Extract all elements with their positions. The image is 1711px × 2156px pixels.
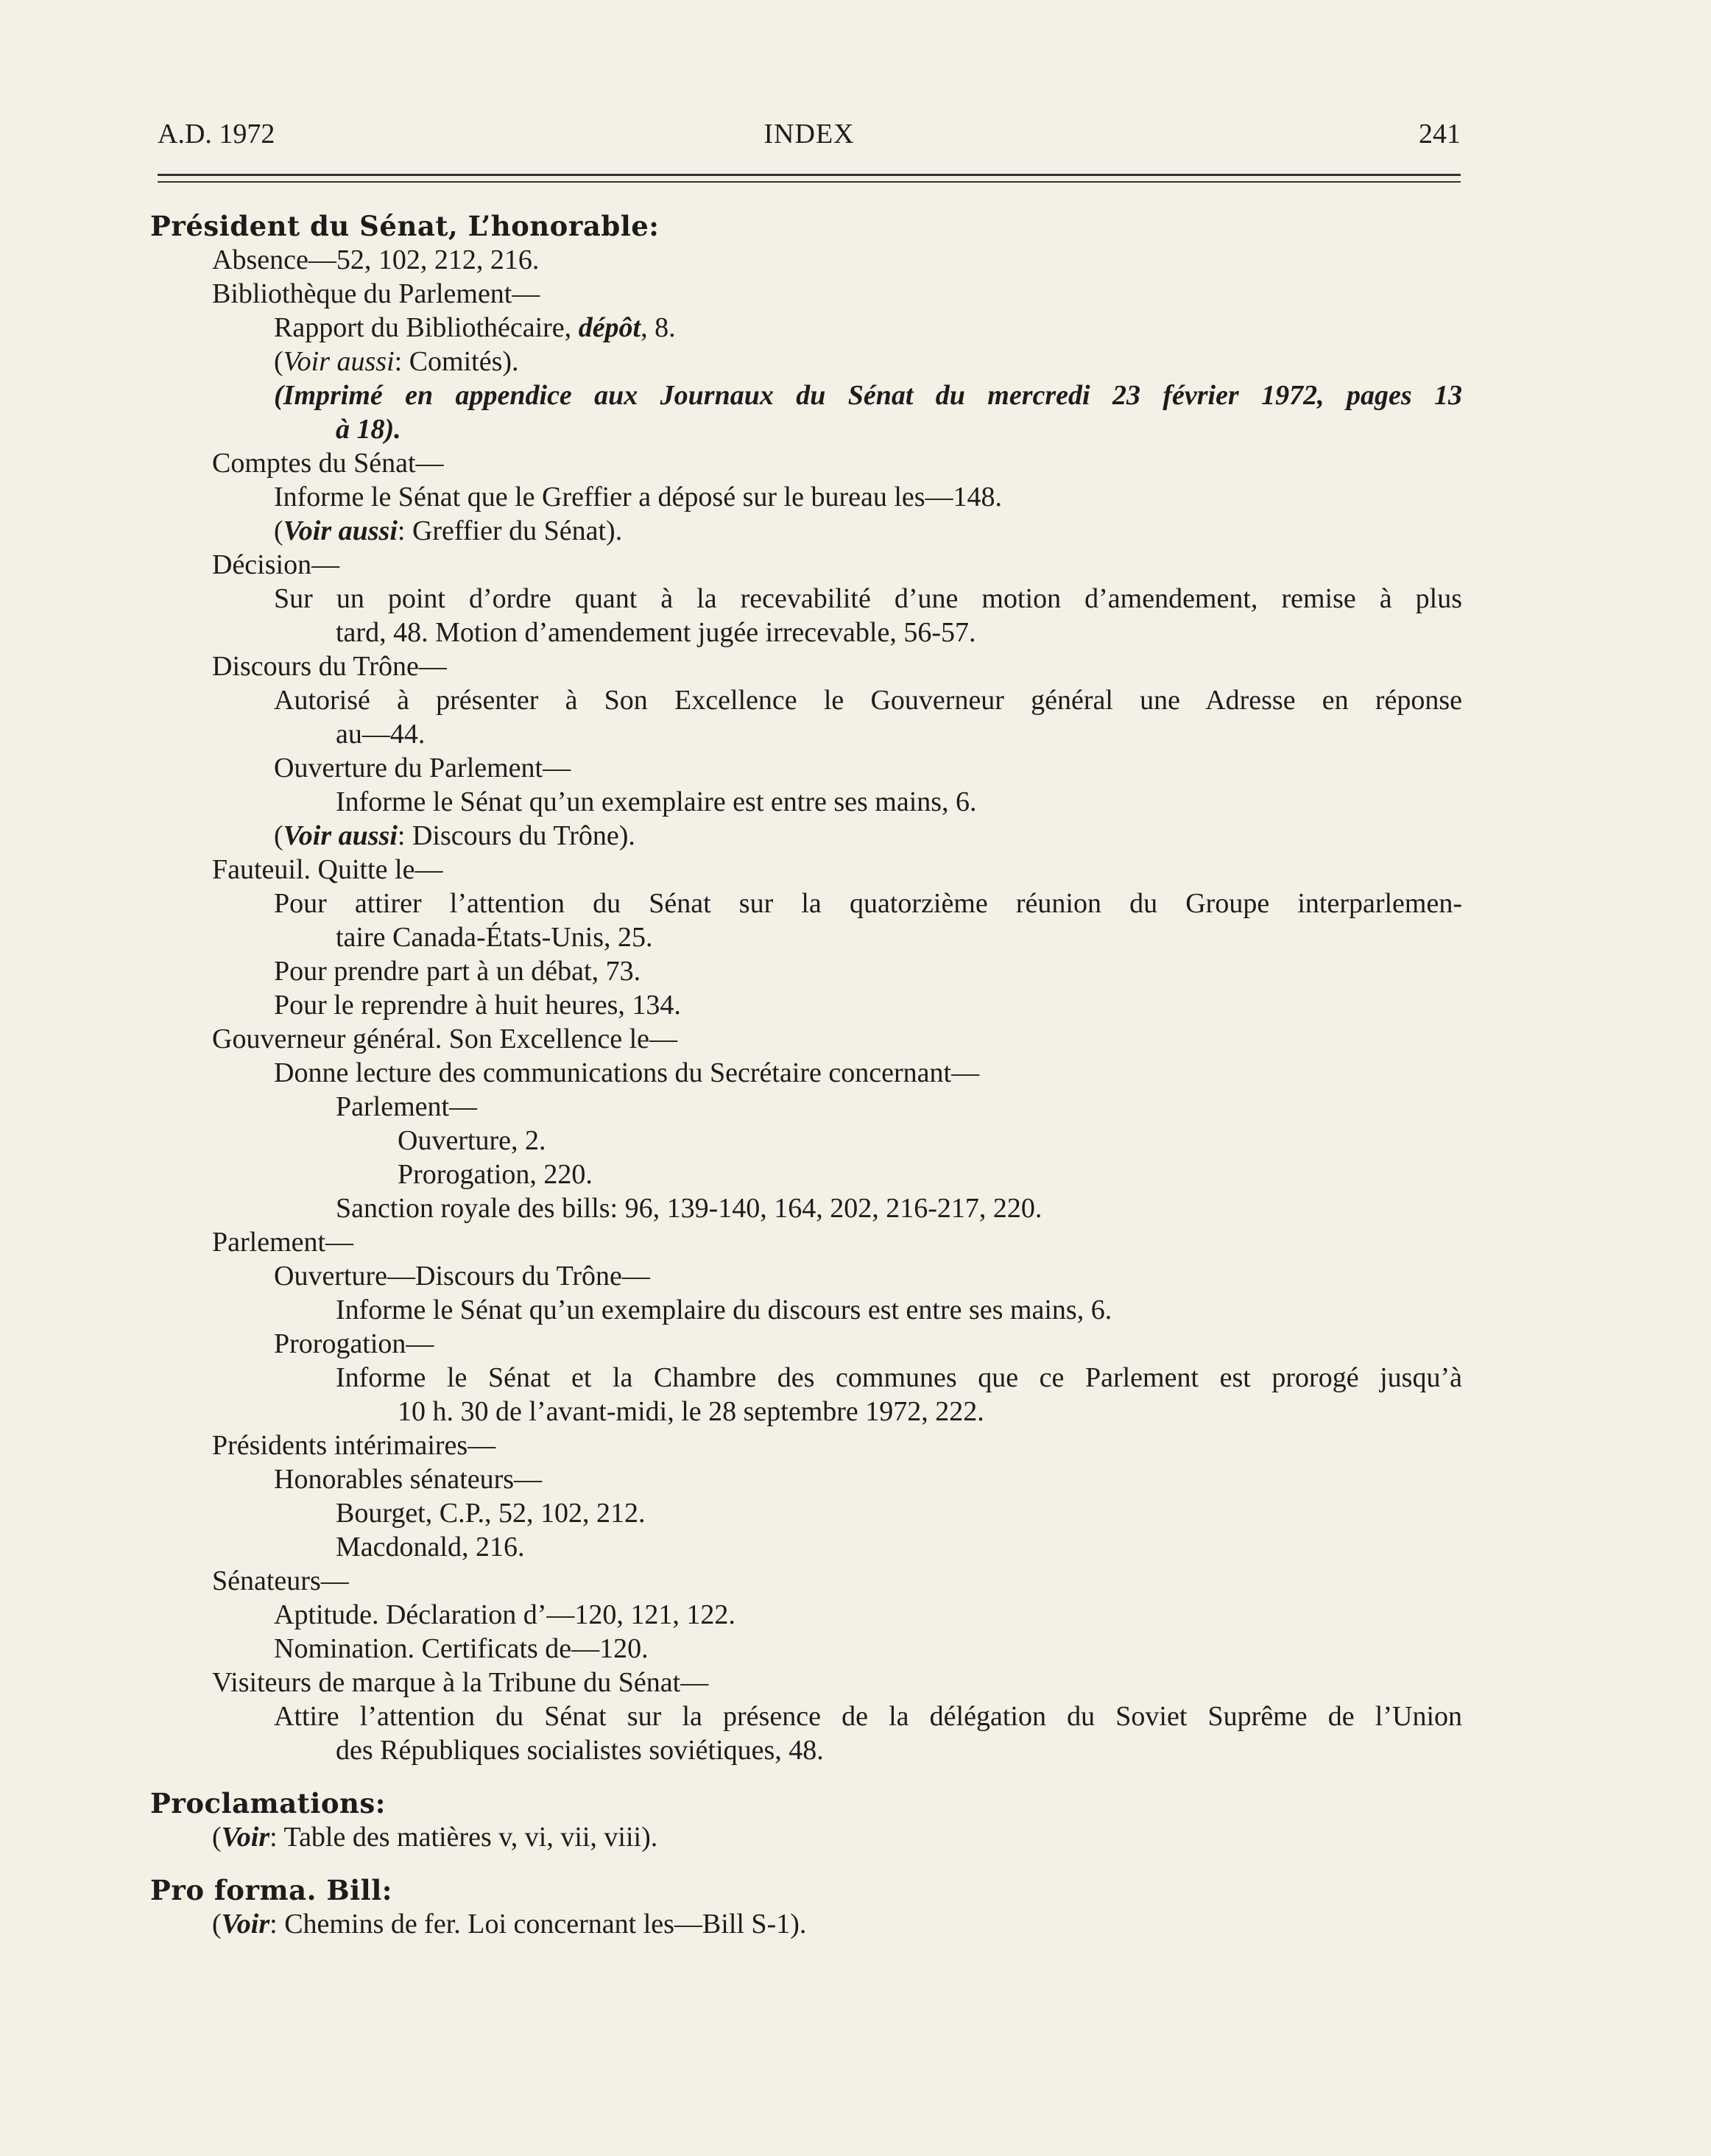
entry-soviet-line2: des Républiques socialistes soviétiques, 48. bbox=[336, 1735, 824, 1766]
entry-donne-lecture: Donne lecture des communications du Secrétaire concernant— bbox=[274, 1057, 980, 1088]
paren-open: ( bbox=[212, 1909, 222, 1940]
entry-voir-discours bbox=[150, 819, 1462, 853]
voir-target: : Greffier du Sénat). bbox=[397, 515, 623, 546]
entry-ouverture-2: Ouverture, 2. bbox=[398, 1125, 546, 1156]
entry-autorise-line1: Autorisé à présenter à Son Excellence le Gouverneur général une Adresse en réponse bbox=[274, 685, 1462, 716]
entry-bourget: Bourget, C.P., 52, 102, 212. bbox=[336, 1498, 646, 1529]
entry-proroge-line1: Informe le Sénat et la Chambre des communes que ce Parlement est prorogé jusqu’à bbox=[336, 1362, 1462, 1393]
entry-sanction: Sanction royale des bills: 96, 139-140, 164, 202, 216-217, 220. bbox=[336, 1193, 1043, 1224]
paren-open: ( bbox=[274, 820, 283, 851]
header-rule-bottom bbox=[158, 181, 1461, 183]
entry-visiteurs: Visiteurs de marque à la Tribune du Sénat— bbox=[212, 1667, 709, 1698]
entry-decision: Décision— bbox=[212, 549, 340, 580]
voir-target: : Comités). bbox=[394, 346, 519, 377]
index-body bbox=[150, 209, 1462, 1941]
entry-point-ordre-line2: tard, 48. Motion d’amendement jugée irrecevable, 56-57. bbox=[336, 617, 976, 648]
heading-pro-forma: Pro forma. Bill: bbox=[150, 1874, 392, 1906]
entry-point-ordre-line1: Sur un point d’ordre quant à la recevabilité d’une motion d’amendement, remise à plus bbox=[274, 583, 1462, 614]
header-rule-top bbox=[158, 174, 1461, 176]
voir-aussi: Voir aussi bbox=[283, 820, 398, 851]
entry-voir-greffier bbox=[150, 514, 1462, 548]
entry-absence: Absence—52, 102, 212, 216. bbox=[212, 244, 540, 275]
voir-target: : Discours du Trône). bbox=[397, 820, 635, 851]
entry-informe-greffier: Informe le Sénat que le Greffier a déposé sur le bureau les—148. bbox=[274, 482, 1003, 512]
header-year: A.D. 1972 bbox=[158, 119, 275, 149]
entry-ouverture-discours: Ouverture—Discours du Trône— bbox=[274, 1261, 650, 1292]
entry-attirer-line1: Pour attirer l’attention du Sénat sur la quatorzième réunion du Groupe interparlemen- bbox=[274, 888, 1462, 919]
paren-open: ( bbox=[212, 1822, 222, 1853]
entry-informe-exemplaire: Informe le Sénat qu’un exemplaire est entre ses mains, 6. bbox=[336, 786, 977, 817]
entry-prorogation: Prorogation— bbox=[274, 1328, 434, 1359]
entry-nomination: Nomination. Certificats de—120. bbox=[274, 1633, 649, 1664]
heading-president: Président du Sénat, L’honorable: bbox=[150, 210, 660, 242]
entry-gouverneur: Gouverneur général. Son Excellence le— bbox=[212, 1024, 678, 1054]
entry-informe-discours: Informe le Sénat qu’un exemplaire du discours est entre ses mains, 6. bbox=[336, 1294, 1112, 1325]
entry-bibliotheque: Bibliothèque du Parlement— bbox=[212, 278, 540, 309]
rapport-page: , 8. bbox=[641, 312, 676, 343]
entry-autorise-line2: au—44. bbox=[336, 719, 426, 750]
entry-pro-forma-voir bbox=[150, 1907, 1462, 1941]
entry-proclamations-voir bbox=[150, 1820, 1462, 1854]
page-number: 241 bbox=[1419, 119, 1461, 149]
rapport-depot: dépôt bbox=[578, 312, 641, 343]
voir-target: : Table des matières v, vi, vii, viii). bbox=[269, 1822, 658, 1853]
heading-proclamations: Proclamations: bbox=[150, 1787, 386, 1819]
voir: Voir bbox=[221, 1909, 270, 1940]
entry-ouverture: Ouverture du Parlement— bbox=[274, 753, 571, 783]
entry-macdonald: Macdonald, 216. bbox=[336, 1532, 525, 1563]
entry-voir-comites bbox=[150, 345, 1462, 378]
entry-honorables: Honorables sénateurs— bbox=[274, 1464, 543, 1495]
entry-reprendre: Pour le reprendre à huit heures, 134. bbox=[274, 990, 681, 1021]
entry-soviet-line1: Attire l’attention du Sénat sur la présence de la délégation du Soviet Suprême de l’Union bbox=[274, 1701, 1462, 1732]
entry-rapport bbox=[150, 311, 1462, 345]
entry-presidents-interimaires: Présidents intérimaires— bbox=[212, 1430, 496, 1461]
entry-comptes: Comptes du Sénat— bbox=[212, 448, 444, 479]
voir-target: : Chemins de fer. Loi concernant les—Bill S-1). bbox=[269, 1909, 807, 1940]
entry-imprime-line1: (Imprimé en appendice aux Journaux du Sénat du mercredi 23 février 1972, pages 13 bbox=[274, 380, 1462, 411]
entry-parlement-sub: Parlement— bbox=[336, 1091, 478, 1122]
running-head bbox=[158, 118, 1461, 155]
entry-proroge-line2: 10 h. 30 de l’avant-midi, le 28 septembre 1972, 222. bbox=[398, 1396, 984, 1427]
entry-imprime-line2: à 18). bbox=[336, 414, 401, 445]
entry-discours: Discours du Trône— bbox=[212, 651, 447, 682]
rapport-text: Rapport du Bibliothécaire, bbox=[274, 312, 579, 343]
voir: Voir bbox=[221, 1822, 270, 1853]
paren-open: ( bbox=[274, 346, 283, 377]
entry-parlement: Parlement— bbox=[212, 1227, 354, 1258]
entry-senateurs: Sénateurs— bbox=[212, 1565, 349, 1596]
voir-aussi: Voir aussi bbox=[283, 515, 398, 546]
paren-open: ( bbox=[274, 515, 283, 546]
voir-aussi: Voir aussi bbox=[283, 346, 395, 377]
entry-aptitude: Aptitude. Déclaration d’—120, 121, 122. bbox=[274, 1599, 735, 1630]
entry-debat: Pour prendre part à un débat, 73. bbox=[274, 956, 641, 987]
header-title: INDEX bbox=[763, 119, 855, 149]
entry-prorogation-220: Prorogation, 220. bbox=[398, 1159, 593, 1190]
entry-attirer-line2: taire Canada-États-Unis, 25. bbox=[336, 922, 653, 953]
entry-fauteuil: Fauteuil. Quitte le— bbox=[212, 854, 443, 885]
